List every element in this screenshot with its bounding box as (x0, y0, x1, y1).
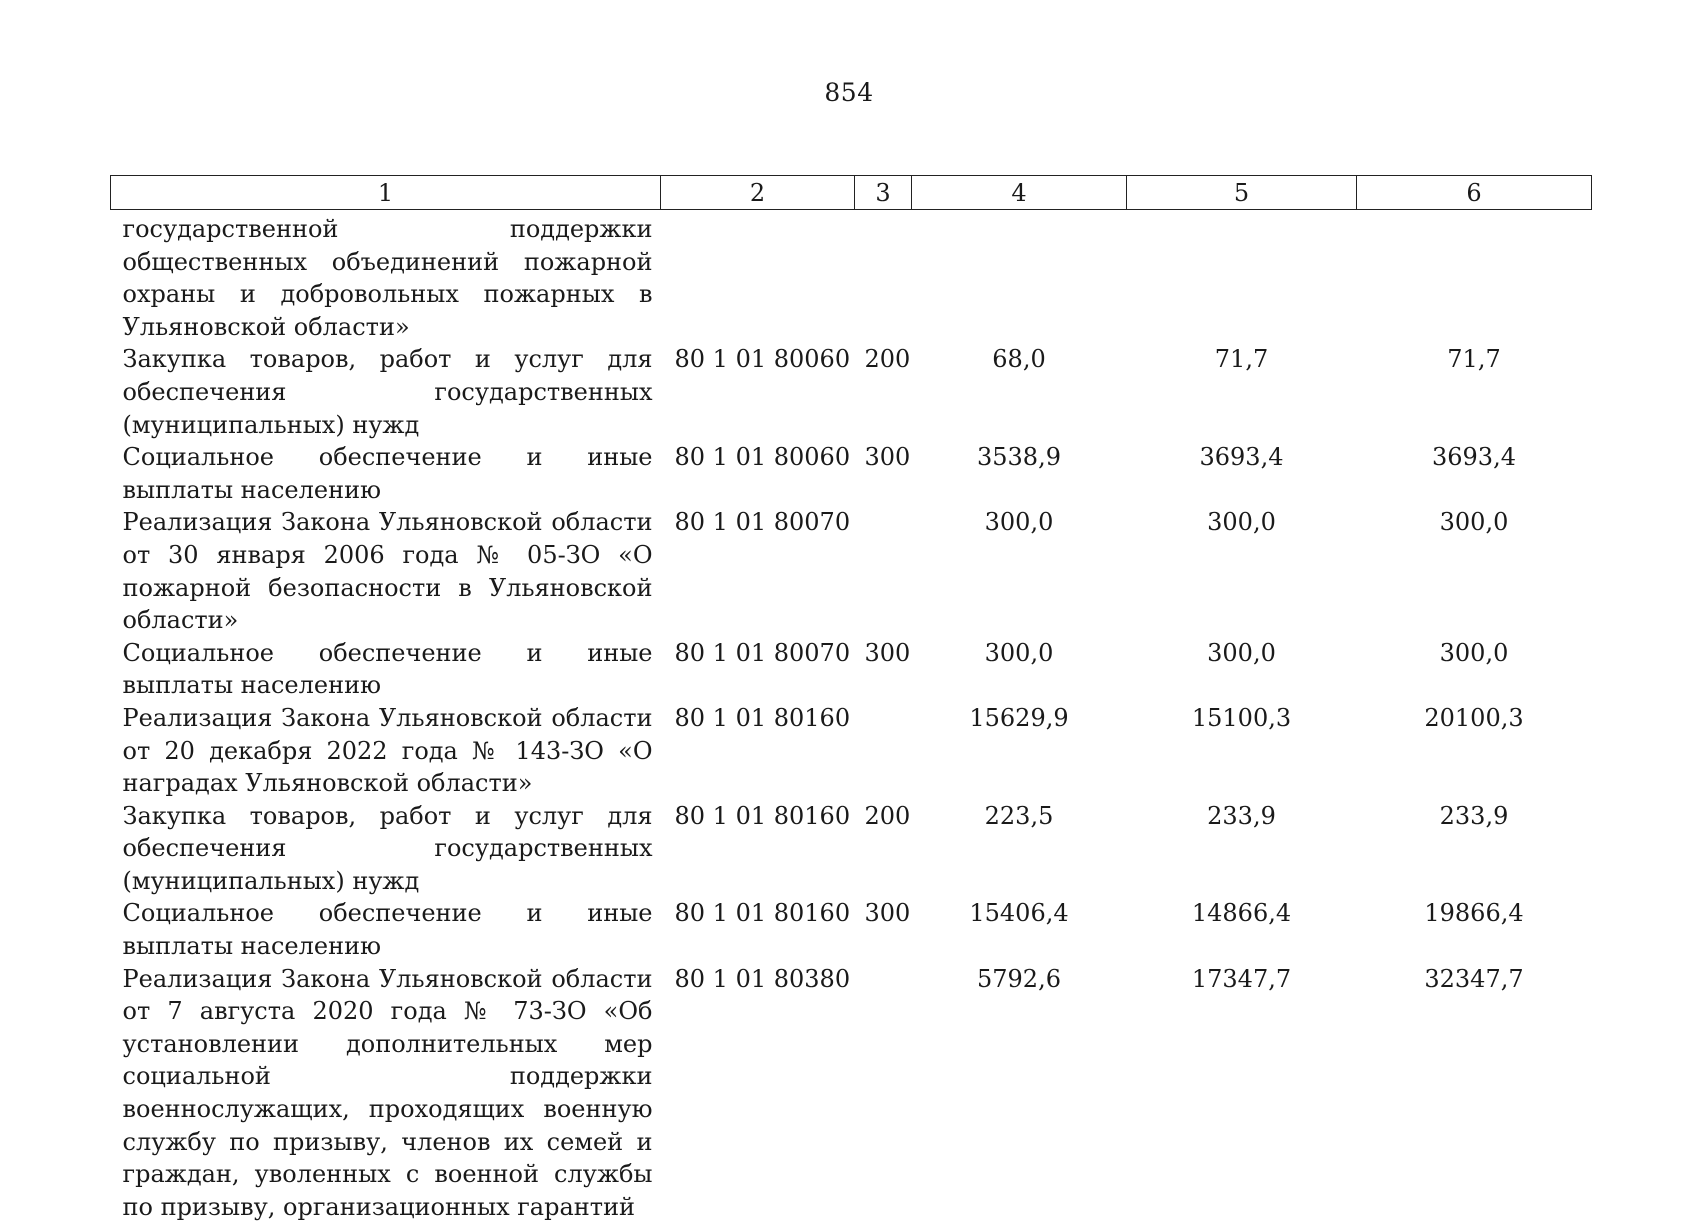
row-target-article-code: 80 1 01 80160 (661, 897, 855, 962)
row-name: Закупка товаров, работ и услуг для обеспечения государственных (муниципальных) нужд (111, 343, 661, 441)
column-header-1: 1 (111, 176, 661, 210)
row-expense-type-code: 300 (855, 637, 912, 702)
row-name: Социальное обеспечение и иные выплаты населению (111, 637, 661, 702)
row-amount-col-5: 300,0 (1127, 506, 1357, 636)
table-row (111, 343, 1592, 441)
row-amount-col-5: 71,7 (1127, 343, 1357, 441)
row-amount-col-4 (912, 210, 1127, 344)
row-amount-col-5: 233,9 (1127, 800, 1357, 898)
row-amount-col-6: 32347,7 (1357, 963, 1592, 1223)
row-target-article-code: 80 1 01 80060 (661, 441, 855, 506)
table-row (111, 441, 1592, 506)
header-row (111, 176, 1592, 210)
table-row (111, 506, 1592, 636)
row-expense-type-code (855, 702, 912, 800)
row-amount-col-5: 15100,3 (1127, 702, 1357, 800)
row-amount-col-6: 71,7 (1357, 343, 1592, 441)
column-header-6: 6 (1357, 176, 1592, 210)
column-header-2: 2 (661, 176, 855, 210)
row-amount-col-4: 300,0 (912, 637, 1127, 702)
row-name: Реализация Закона Ульяновской области от 30 января 2006 года № 05-ЗО «О пожарной безопасности в Ульяновской области» (111, 506, 661, 636)
row-name: Социальное обеспечение и иные выплаты населению (111, 897, 661, 962)
column-header-5: 5 (1127, 176, 1357, 210)
row-target-article-code: 80 1 01 80070 (661, 637, 855, 702)
row-name: Реализация Закона Ульяновской области от 20 декабря 2022 года № 143-ЗО «О наградах Ульяновской области» (111, 702, 661, 800)
page-number: 854 (0, 78, 1698, 107)
row-target-article-code: 80 1 01 80070 (661, 506, 855, 636)
row-amount-col-4: 3538,9 (912, 441, 1127, 506)
row-amount-col-6: 3693,4 (1357, 441, 1592, 506)
row-amount-col-4: 15629,9 (912, 702, 1127, 800)
row-expense-type-code: 200 (855, 343, 912, 441)
row-expense-type-code: 200 (855, 800, 912, 898)
row-amount-col-5: 14866,4 (1127, 897, 1357, 962)
row-target-article-code (661, 210, 855, 344)
row-amount-col-4: 223,5 (912, 800, 1127, 898)
row-expense-type-code: 300 (855, 441, 912, 506)
table-row (111, 963, 1592, 1223)
column-header-4: 4 (912, 176, 1127, 210)
row-expense-type-code: 300 (855, 897, 912, 962)
row-name: Социальное обеспечение и иные выплаты населению (111, 441, 661, 506)
table-row (111, 637, 1592, 702)
row-expense-type-code (855, 210, 912, 344)
table-row (111, 210, 1592, 344)
budget-table (110, 175, 1592, 1223)
row-amount-col-6: 20100,3 (1357, 702, 1592, 800)
row-target-article-code: 80 1 01 80380 (661, 963, 855, 1223)
table-row (111, 702, 1592, 800)
table-row (111, 897, 1592, 962)
row-amount-col-4: 68,0 (912, 343, 1127, 441)
row-amount-col-6: 300,0 (1357, 506, 1592, 636)
row-amount-col-6: 300,0 (1357, 637, 1592, 702)
row-amount-col-5: 17347,7 (1127, 963, 1357, 1223)
row-expense-type-code (855, 506, 912, 636)
row-amount-col-5: 3693,4 (1127, 441, 1357, 506)
table-header (111, 176, 1592, 210)
row-amount-col-6: 19866,4 (1357, 897, 1592, 962)
row-target-article-code: 80 1 01 80160 (661, 800, 855, 898)
row-amount-col-4: 5792,6 (912, 963, 1127, 1223)
row-name: государственной поддержки общественных объединений пожарной охраны и добровольных пожарных в Ульяновской области» (111, 210, 661, 344)
row-amount-col-4: 300,0 (912, 506, 1127, 636)
row-expense-type-code (855, 963, 912, 1223)
row-target-article-code: 80 1 01 80160 (661, 702, 855, 800)
row-name: Реализация Закона Ульяновской области от 7 августа 2020 года № 73-ЗО «Об установлении дополнительных мер социальной поддержки военнослужащих, проходящих военную службу по призыву, членов их семей и граждан, уволенных с военной службы по призыву, организационных гарантий (111, 963, 661, 1223)
row-amount-col-4: 15406,4 (912, 897, 1127, 962)
table-row (111, 800, 1592, 898)
row-amount-col-6: 233,9 (1357, 800, 1592, 898)
column-header-3: 3 (855, 176, 912, 210)
row-amount-col-5: 300,0 (1127, 637, 1357, 702)
row-name: Закупка товаров, работ и услуг для обеспечения государственных (муниципальных) нужд (111, 800, 661, 898)
row-amount-col-5 (1127, 210, 1357, 344)
row-amount-col-6 (1357, 210, 1592, 344)
table-body (111, 210, 1592, 1223)
row-target-article-code: 80 1 01 80060 (661, 343, 855, 441)
